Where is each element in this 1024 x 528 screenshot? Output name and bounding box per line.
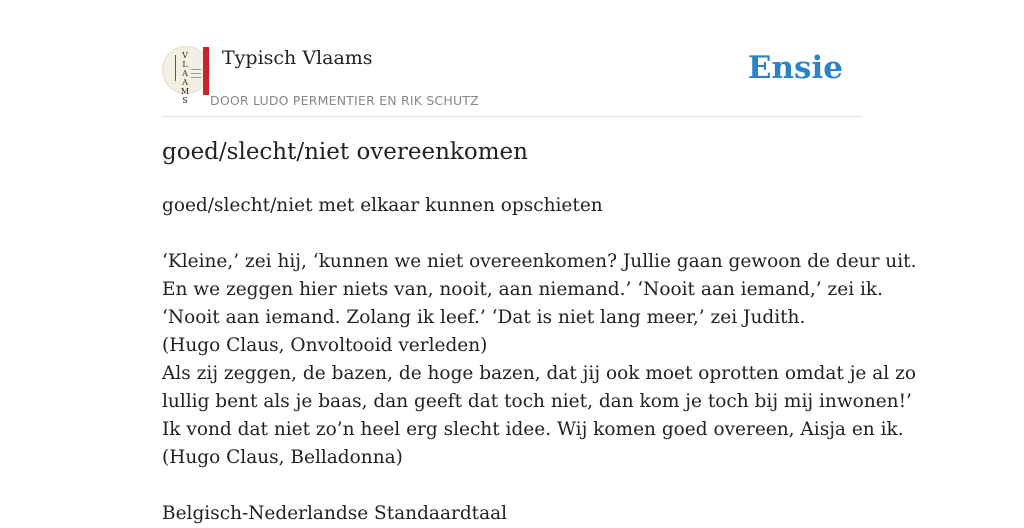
logo-rule (191, 77, 201, 78)
blank-line (162, 472, 862, 500)
quote-line: ‘Kleine,’ zei hij, ‘kunnen we niet overeenkomen? Jullie gaan gewoon de deur uit. (162, 251, 917, 272)
logo-red-stripe (203, 47, 209, 95)
book-cover-logo[interactable] (162, 46, 210, 105)
logo-letters: V L A A M S (180, 51, 190, 105)
logo-rule (191, 73, 201, 74)
ensie-logo-link[interactable]: Ensie (747, 50, 843, 86)
entry-definition (162, 192, 917, 528)
logo-accent-line (175, 55, 176, 81)
page-header (162, 46, 862, 117)
definition-line: goed/slecht/niet met elkaar kunnen opschieten (162, 195, 603, 216)
entry-term: goed/slecht/niet overeenkomen (162, 139, 528, 165)
quote-line: Als zij zeggen, de bazen, de hoge bazen, dat jij ook moet oprotten omdat je al zo (162, 363, 916, 384)
quote-line: Ik vond dat niet zo’n heel erg slecht idee. Wij komen goed overeen, Aisja en ik. (162, 419, 904, 440)
citation-line: (Hugo Claus, Onvoltooid verleden) (162, 335, 488, 356)
book-title[interactable]: Typisch Vlaams (222, 47, 373, 69)
quote-line: lullig bent als je baas, dan geeft dat toch niet, dan kom je toch bij mij inwonen!’ (162, 391, 912, 412)
language-label: Belgisch-Nederlandse Standaardtaal (162, 503, 508, 524)
logo-rule (191, 69, 201, 70)
book-authors: DOOR LUDO PERMENTIER EN RIK SCHUTZ (210, 93, 479, 108)
quote-line: En we zeggen hier niets van, nooit, aan niemand.’ ‘Nooit aan iemand,’ zei ik. (162, 279, 884, 300)
blank-line (162, 220, 862, 248)
quote-line: ‘Nooit aan iemand. Zolang ik leef.’ ‘Dat is niet lang meer,’ zei Judith. (162, 307, 806, 328)
citation-line: (Hugo Claus, Belladonna) (162, 447, 403, 468)
